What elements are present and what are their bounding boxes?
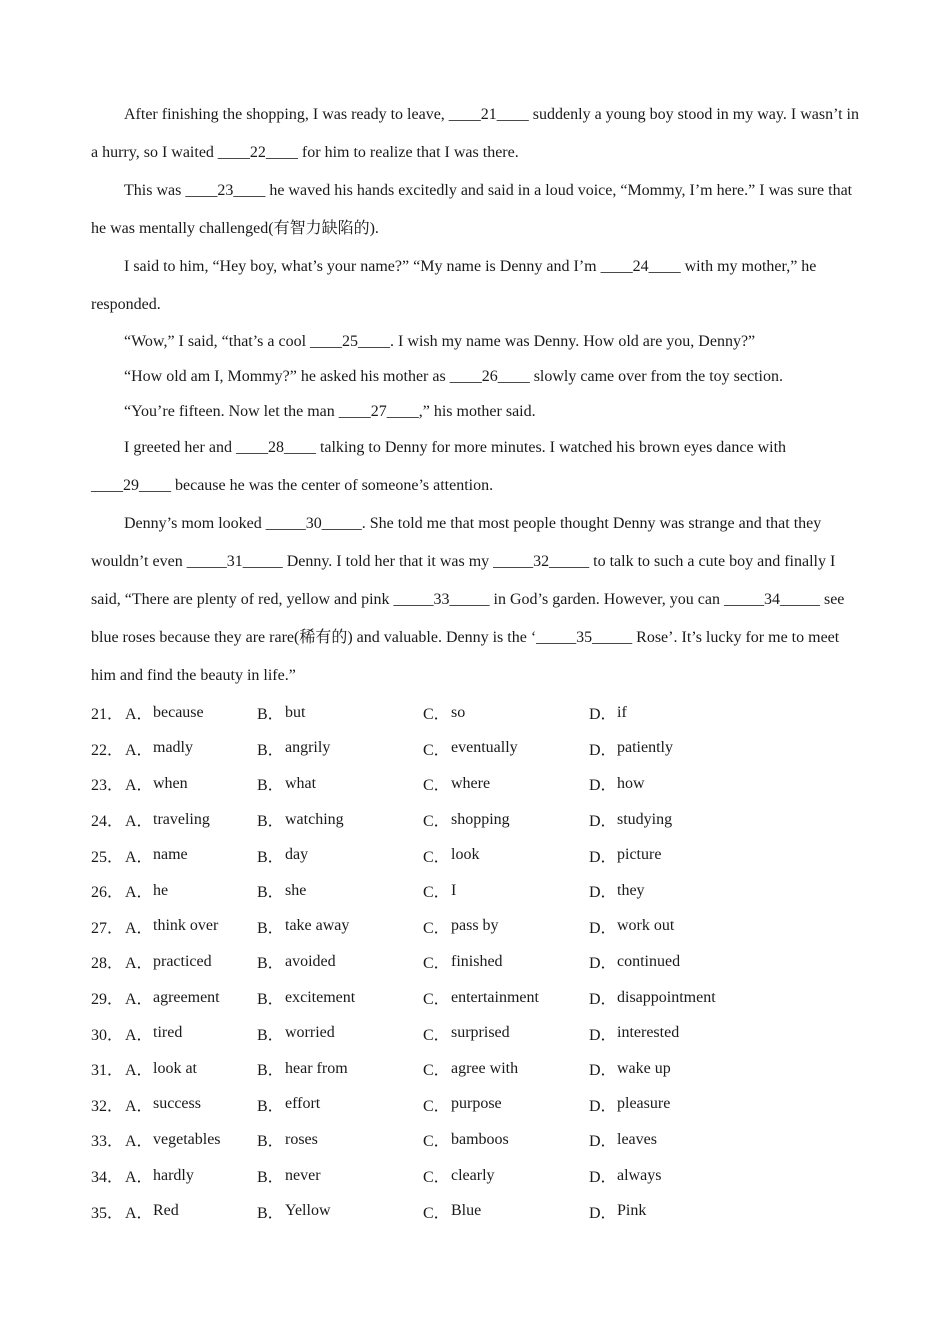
option-text: if [617,703,627,721]
option-d[interactable] [589,1164,789,1187]
option-letter: B． [257,884,284,902]
option-letter: D． [589,884,617,902]
option-letter: B． [257,919,284,937]
option-letter: B． [257,1133,284,1151]
option-c[interactable] [423,986,589,1009]
option-text: eventually [451,739,518,757]
passage-paragraph: Denny’s mom looked _____30_____. She told me that most people thought Denny was strange and that they wouldn’t even _____31_____ Denny. I told her that it was my _____32_____ to talk to such a cute boy and finally I said, “There are plenty of red, yellow and pink _____33_____ in God’s garden. However, you can _____34_____ see blue roses because they are rare(稀有的) and valuable. Denny is the ‘_____35_____ Rose’. It’s lucky for me to meet him and find the beauty in life.” [91,515,845,684]
question-number: 28． [91,955,124,973]
option-text: traveling [153,810,210,828]
option-d[interactable] [589,1200,789,1223]
option-a[interactable] [91,950,257,973]
question-row [91,766,861,802]
document-page [91,96,861,1229]
option-text: worried [285,1024,335,1042]
option-text: take away [285,917,350,935]
option-d[interactable] [589,701,789,724]
option-letter: A． [125,1026,153,1044]
option-c[interactable] [423,1022,589,1045]
question-number: 22． [91,741,124,759]
option-text: roses [285,1130,318,1148]
option-text: clearly [451,1166,495,1184]
option-text: pass by [451,917,499,935]
option-letter: A． [125,1097,153,1115]
option-letter: A． [125,813,153,831]
passage-paragraph: I greeted her and ____28____ talking to Denny for more minutes. I watched his brown eyes dance with ____29____ because he was the center of someone’s attention. [91,439,787,494]
option-c[interactable] [423,1057,589,1080]
question-row [91,873,861,909]
option-letter: C． [423,1133,450,1151]
option-letter: B． [257,955,284,973]
option-d[interactable] [589,1093,789,1116]
question-row [91,1193,861,1229]
option-c[interactable] [423,1093,589,1116]
option-b[interactable] [257,808,423,831]
question-row [91,695,861,731]
option-b[interactable] [257,1022,423,1045]
question-number: 23． [91,777,124,795]
question-number: 25． [91,848,124,866]
option-text: shopping [451,810,510,828]
option-letter: C． [423,1204,450,1222]
option-letter: A． [125,741,153,759]
option-letter: C． [423,1097,450,1115]
option-letter: D． [589,1062,617,1080]
option-text: practiced [153,952,212,970]
option-text: what [285,774,317,792]
option-c[interactable] [423,701,589,724]
option-b[interactable] [257,1128,423,1151]
option-letter: B． [257,1097,284,1115]
option-text: success [153,1095,201,1113]
option-text: pleasure [617,1095,671,1113]
option-letter: A． [125,919,153,937]
option-c[interactable] [423,737,589,760]
answer-options-list [91,695,861,1229]
option-d[interactable] [589,879,789,902]
option-text: surprised [451,1024,510,1042]
question-row [91,1087,861,1123]
option-text: think over [153,917,219,935]
option-text: angrily [285,739,331,757]
option-a[interactable] [91,844,257,867]
option-c[interactable] [423,950,589,973]
question-number: 33． [91,1133,124,1151]
option-b[interactable] [257,986,423,1009]
option-letter: B． [257,848,284,866]
option-text: agree with [451,1059,519,1077]
option-text: but [285,703,306,721]
option-text: she [285,881,307,899]
option-letter: D． [589,1204,617,1222]
option-letter: A． [125,884,153,902]
question-number: 32． [91,1097,124,1115]
option-b[interactable] [257,737,423,760]
question-row [91,731,861,767]
option-letter: C． [423,884,450,902]
option-letter: A． [125,848,153,866]
option-letter: D． [589,706,617,724]
option-text: effort [285,1095,321,1113]
option-text: he [153,881,169,899]
option-letter: B． [257,741,284,759]
option-letter: D． [589,1133,617,1151]
option-letter: C． [423,991,450,1009]
option-text: excitement [285,988,356,1006]
option-letter: C． [423,706,450,724]
option-text: how [617,774,645,792]
option-a[interactable] [91,808,257,831]
option-letter: B． [257,1204,284,1222]
passage-paragraph: This was ____23____ he waved his hands excitedly and said in a loud voice, “Mommy, I’m here.” I was sure that he was mentally challenged(有智力缺陷的). [91,182,853,237]
option-letter: A． [125,955,153,973]
question-number: 35． [91,1204,124,1222]
option-letter: A． [125,1062,153,1080]
option-a[interactable] [91,1022,257,1045]
option-text: hardly [153,1166,194,1184]
question-row [91,980,861,1016]
passage-paragraph: “Wow,” I said, “that’s a cool ____25____. I wish my name was Denny. How old are you, Denny?” [124,333,756,350]
question-number: 31． [91,1062,124,1080]
option-letter: D． [589,741,617,759]
question-number: 34． [91,1169,124,1187]
passage-paragraph: “How old am I, Mommy?” he asked his mother as ____26____ slowly came over from the toy section. [124,368,783,385]
option-letter: C． [423,777,450,795]
question-number: 29． [91,991,124,1009]
option-text: where [451,774,491,792]
option-a[interactable] [91,915,257,938]
option-d[interactable] [589,1022,789,1045]
question-row [91,1015,861,1051]
option-b[interactable] [257,844,423,867]
option-text: entertainment [451,988,539,1006]
option-letter: D． [589,813,617,831]
option-letter: C． [423,741,450,759]
option-text: avoided [285,952,336,970]
question-number: 24． [91,813,124,831]
option-c[interactable] [423,844,589,867]
option-d[interactable] [589,1057,789,1080]
option-d[interactable] [589,915,789,938]
option-a[interactable] [91,772,257,795]
question-row [91,1158,861,1194]
option-c[interactable] [423,1128,589,1151]
option-text: picture [617,846,662,864]
option-text: name [153,846,188,864]
option-a[interactable] [91,1128,257,1151]
option-b[interactable] [257,915,423,938]
question-row [91,1051,861,1087]
question-row [91,1122,861,1158]
option-letter: C． [423,848,450,866]
option-c[interactable] [423,1200,589,1223]
option-a[interactable] [91,879,257,902]
option-text: work out [617,917,675,935]
option-text: bamboos [451,1130,509,1148]
option-text: I [451,881,457,899]
option-letter: D． [589,919,617,937]
option-letter: D． [589,955,617,973]
option-text: purpose [451,1095,502,1113]
option-text: always [617,1166,662,1184]
option-letter: A． [125,991,153,1009]
option-text: look at [153,1059,197,1077]
option-letter: C． [423,813,450,831]
option-letter: A． [125,1204,153,1222]
option-b[interactable] [257,1164,423,1187]
option-a[interactable] [91,737,257,760]
option-letter: B． [257,1062,284,1080]
option-letter: A． [125,1133,153,1151]
option-text: so [451,703,466,721]
option-letter: C． [423,919,450,937]
option-text: when [153,774,188,792]
passage-paragraph: I said to him, “Hey boy, what’s your name?” “My name is Denny and I’m ____24____ with my mother,” he responded. [91,258,817,313]
option-letter: C． [423,955,450,973]
passage-paragraph: After finishing the shopping, I was ready to leave, ____21____ suddenly a young boy stood in my way. I wasn’t in a hurry, so I waited ____22____ for him to realize that I was there. [91,106,859,161]
option-text: Red [153,1202,179,1220]
option-text: never [285,1166,321,1184]
question-number: 27． [91,919,124,937]
option-letter: A． [125,1169,153,1187]
option-text: Blue [451,1202,482,1220]
option-c[interactable] [423,1164,589,1187]
option-letter: D． [589,1097,617,1115]
question-number: 21． [91,706,124,724]
option-text: hear from [285,1059,348,1077]
option-b[interactable] [257,772,423,795]
option-text: because [153,703,204,721]
option-text: wake up [617,1059,671,1077]
option-d[interactable] [589,772,789,795]
option-letter: C． [423,1169,450,1187]
option-letter: B． [257,813,284,831]
option-text: watching [285,810,344,828]
option-text: patiently [617,739,673,757]
option-c[interactable] [423,772,589,795]
reading-passage [91,96,861,695]
option-text: agreement [153,988,220,1006]
option-letter: D． [589,777,617,795]
option-letter: C． [423,1026,450,1044]
option-b[interactable] [257,950,423,973]
option-d[interactable] [589,844,789,867]
option-b[interactable] [257,1057,423,1080]
question-row [91,837,861,873]
option-a[interactable] [91,1093,257,1116]
option-letter: A． [125,777,153,795]
option-letter: D． [589,1026,617,1044]
option-letter: D． [589,991,617,1009]
option-text: continued [617,952,681,970]
option-d[interactable] [589,737,789,760]
option-c[interactable] [423,808,589,831]
option-a[interactable] [91,986,257,1009]
option-b[interactable] [257,1093,423,1116]
option-d[interactable] [589,1128,789,1151]
option-text: tired [153,1024,183,1042]
option-text: madly [153,739,193,757]
option-letter: D． [589,848,617,866]
option-text: finished [451,952,503,970]
question-row [91,944,861,980]
option-a[interactable] [91,1057,257,1080]
option-letter: D． [589,1169,617,1187]
option-text: Pink [617,1202,647,1220]
passage-paragraph: “You’re fifteen. Now let the man ____27____,” his mother said. [124,403,536,420]
option-letter: B． [257,1169,284,1187]
option-letter: C． [423,1062,450,1080]
option-b[interactable] [257,701,423,724]
option-text: disappointment [617,988,716,1006]
option-b[interactable] [257,879,423,902]
option-a[interactable] [91,701,257,724]
option-text: vegetables [153,1130,221,1148]
option-text: day [285,846,309,864]
question-number: 30． [91,1026,124,1044]
question-row [91,802,861,838]
option-d[interactable] [589,986,789,1009]
option-c[interactable] [423,879,589,902]
option-letter: B． [257,777,284,795]
option-text: they [617,881,645,899]
option-letter: B． [257,706,284,724]
question-number: 26． [91,884,124,902]
option-letter: B． [257,991,284,1009]
option-b[interactable] [257,1200,423,1223]
option-text: studying [617,810,673,828]
option-text: leaves [617,1130,657,1148]
option-letter: B． [257,1026,284,1044]
option-a[interactable] [91,1200,257,1223]
option-a[interactable] [91,1164,257,1187]
option-text: interested [617,1024,680,1042]
option-c[interactable] [423,915,589,938]
question-row [91,909,861,945]
option-text: Yellow [285,1202,331,1220]
option-text: look [451,846,480,864]
option-letter: A． [125,706,153,724]
option-d[interactable] [589,950,789,973]
option-d[interactable] [589,808,789,831]
